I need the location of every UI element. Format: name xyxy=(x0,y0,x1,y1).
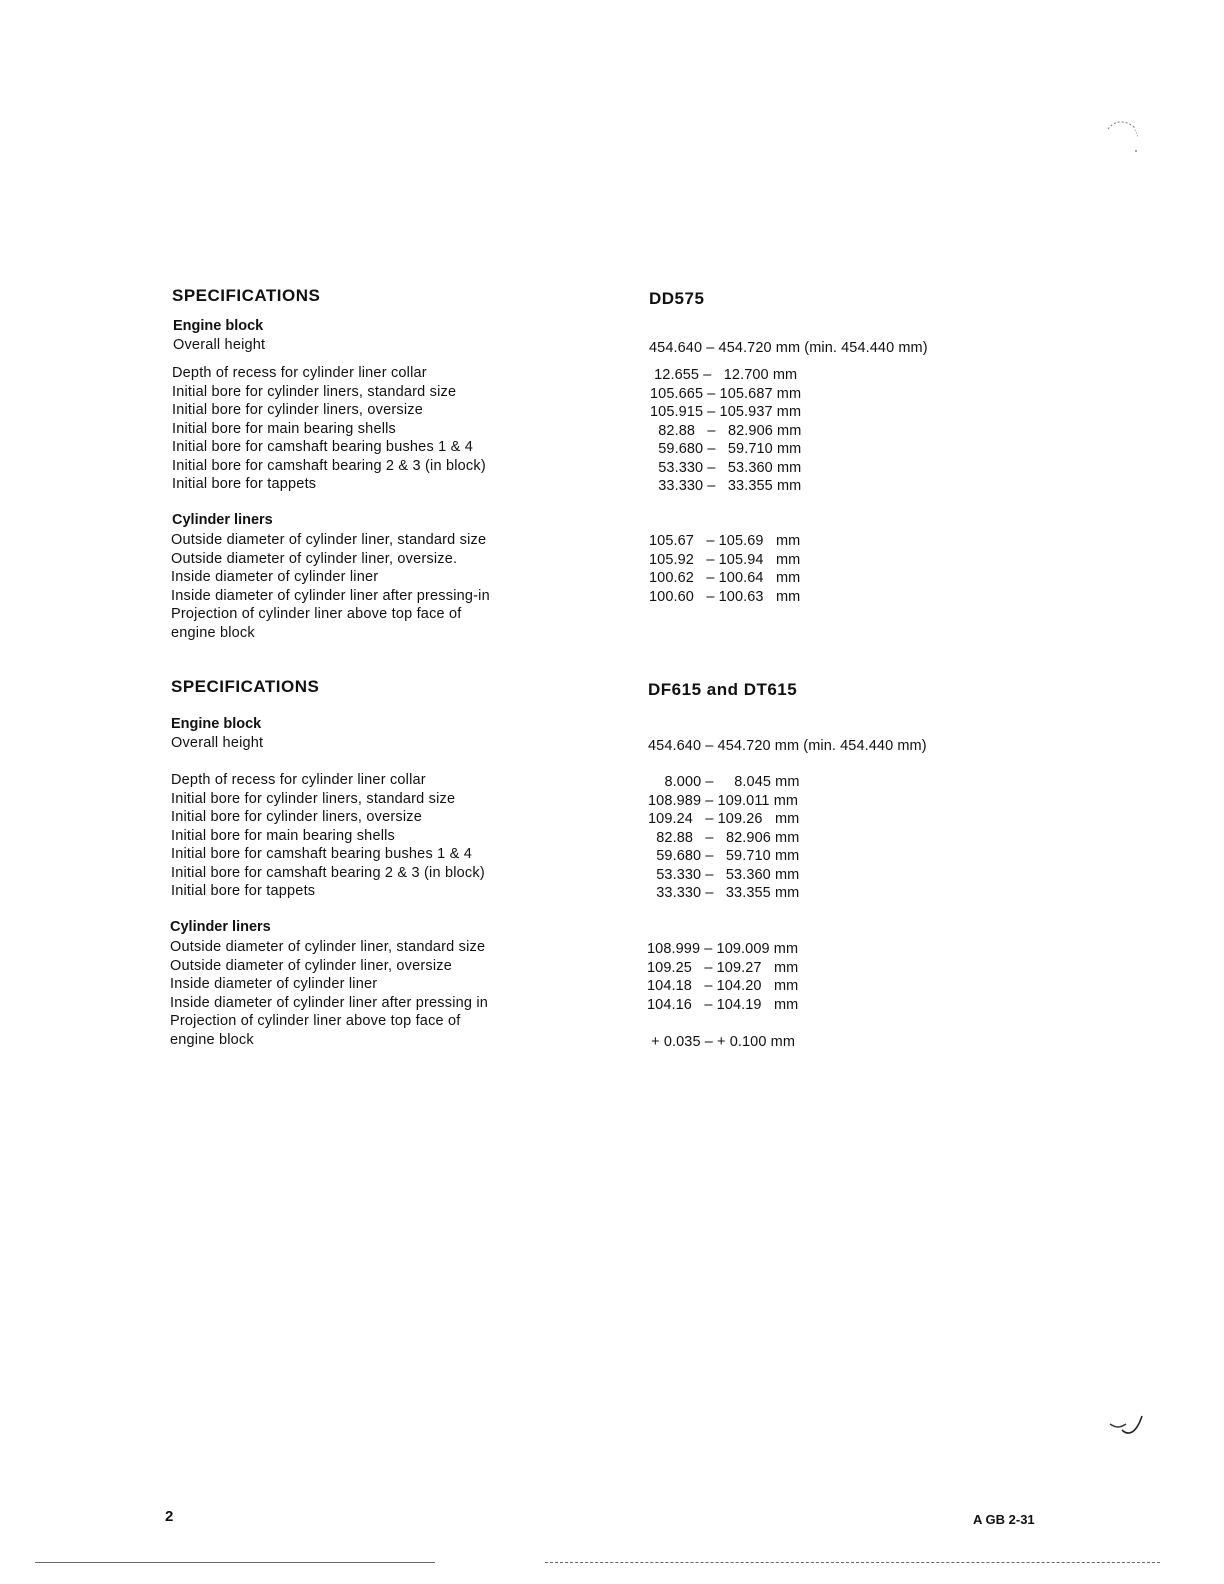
spec-value: 100.60 – 100.63 mm xyxy=(649,588,801,605)
spec-value: 82.88 – 82.906 mm xyxy=(650,422,802,439)
spec-value: 53.330 – 53.360 mm xyxy=(648,866,800,883)
spec-value: 53.330 – 53.360 mm xyxy=(650,459,802,476)
spec-value: 105.67 – 105.69 mm xyxy=(649,533,801,549)
spec-label: Initial bore for cylinder liners, oversize xyxy=(172,402,423,418)
section-1-engine-block-values xyxy=(650,366,801,496)
section-2-cylinder-liners-values xyxy=(647,940,798,1014)
spec-label: Initial bore for tappets xyxy=(171,883,316,899)
section-1-overall-height-label: Overall height xyxy=(173,337,266,353)
page-number: 2 xyxy=(165,1508,174,1525)
spec-value: 109.25 – 109.27 mm xyxy=(647,959,799,976)
section-2-cylinder-liners-label: Cylinder liners xyxy=(170,919,271,935)
spec-value: 33.330 – 33.355 mm xyxy=(650,478,802,494)
spec-label: Initial bore for cylinder liners, standard size xyxy=(172,383,457,400)
spec-value: 100.62 – 100.64 mm xyxy=(649,570,801,586)
spec-label: Initial bore for tappets xyxy=(172,476,317,492)
spec-value: 108.999 – 109.009 mm xyxy=(647,941,799,957)
spec-label: Initial bore for main bearing shells xyxy=(172,420,397,437)
section-1-model: DD575 xyxy=(649,289,705,308)
section-1-cylinder-liners-labels xyxy=(171,531,490,642)
projection-label-line2: engine block xyxy=(171,624,255,641)
spec-value: 108.989 – 109.011 mm xyxy=(648,792,799,809)
scan-edge-line xyxy=(35,1562,435,1563)
section-1-engine-block-label: Engine block xyxy=(173,318,264,334)
section-2-engine-block-labels xyxy=(171,771,485,901)
scan-edge-line xyxy=(545,1562,1160,1563)
spec-label: Outside diameter of cylinder liner, standard size xyxy=(170,939,486,955)
projection-label-line1: Projection of cylinder liner above top face of xyxy=(170,1013,461,1029)
spec-label: Inside diameter of cylinder liner after pressing-in xyxy=(171,587,490,604)
spec-label: Outside diameter of cylinder liner, oversize xyxy=(170,957,453,974)
spec-label: Depth of recess for cylinder liner collar xyxy=(171,772,426,788)
spec-label: Inside diameter of cylinder liner after pressing in xyxy=(170,994,489,1011)
spec-label: Initial bore for main bearing shells xyxy=(171,827,396,844)
section-2-engine-block-values xyxy=(648,773,800,903)
section-2-cylinder-liners-labels xyxy=(170,938,488,1049)
section-2-model: DF615 and DT615 xyxy=(648,680,798,699)
spec-label: Initial bore for cylinder liners, standard size xyxy=(171,790,456,807)
spec-value: 12.655 – 12.700 mm xyxy=(650,367,798,383)
section-1-cylinder-liners-label: Cylinder liners xyxy=(172,512,273,528)
spec-label: Initial bore for camshaft bearing bushes 1 & 4 xyxy=(171,846,472,862)
section-1-title: SPECIFICATIONS xyxy=(172,286,321,305)
section-1-engine-block-labels xyxy=(172,364,486,494)
spec-label: Outside diameter of cylinder liner, oversize. xyxy=(171,550,458,567)
projection-label-line2: engine block xyxy=(170,1031,254,1048)
scan-smudge-icon xyxy=(1100,115,1145,160)
section-1-cylinder-liners-values xyxy=(649,532,800,606)
spec-value: 59.680 – 59.710 mm xyxy=(648,848,800,864)
spec-label: Inside diameter of cylinder liner xyxy=(171,569,379,585)
document-code: A GB 2-31 xyxy=(973,1512,1035,1527)
spec-value: 8.000 – 8.045 mm xyxy=(648,774,800,790)
spec-value: 82.88 – 82.906 mm xyxy=(648,829,800,846)
spec-label: Initial bore for cylinder liners, oversize xyxy=(171,809,422,825)
section-1-overall-height-value: 454.640 – 454.720 mm (min. 454.440 mm) xyxy=(649,340,928,356)
spec-value: 109.24 – 109.26 mm xyxy=(648,811,800,827)
section-2-overall-height-label: Overall height xyxy=(171,735,264,751)
spec-label: Initial bore for camshaft bearing bushes 1 & 4 xyxy=(172,439,473,455)
spec-value: 105.92 – 105.94 mm xyxy=(649,551,801,568)
spec-label: Depth of recess for cylinder liner collar xyxy=(172,365,427,381)
spec-label: Initial bore for camshaft bearing 2 & 3 (in block) xyxy=(172,457,486,474)
section-2-engine-block-label: Engine block xyxy=(171,716,262,732)
section-2-overall-height-value: 454.640 – 454.720 mm (min. 454.440 mm) xyxy=(648,738,927,754)
handwritten-tick-icon xyxy=(1108,1412,1148,1440)
spec-value: 105.665 – 105.687 mm xyxy=(650,385,802,402)
spec-value: 105.915 – 105.937 mm xyxy=(650,404,802,420)
spec-label: Initial bore for camshaft bearing 2 & 3 (in block) xyxy=(171,864,485,881)
spec-value: 104.18 – 104.20 mm xyxy=(647,978,799,994)
spec-value: 59.680 – 59.710 mm xyxy=(650,441,802,457)
spec-value: 33.330 – 33.355 mm xyxy=(648,885,800,901)
projection-label-line1: Projection of cylinder liner above top face of xyxy=(171,606,462,622)
section-2-projection-value: + 0.035 – + 0.100 mm xyxy=(647,1034,795,1050)
spec-label: Inside diameter of cylinder liner xyxy=(170,976,378,992)
spec-label: Outside diameter of cylinder liner, standard size xyxy=(171,532,487,548)
spec-value: 104.16 – 104.19 mm xyxy=(647,996,799,1013)
section-2-title: SPECIFICATIONS xyxy=(171,677,320,696)
